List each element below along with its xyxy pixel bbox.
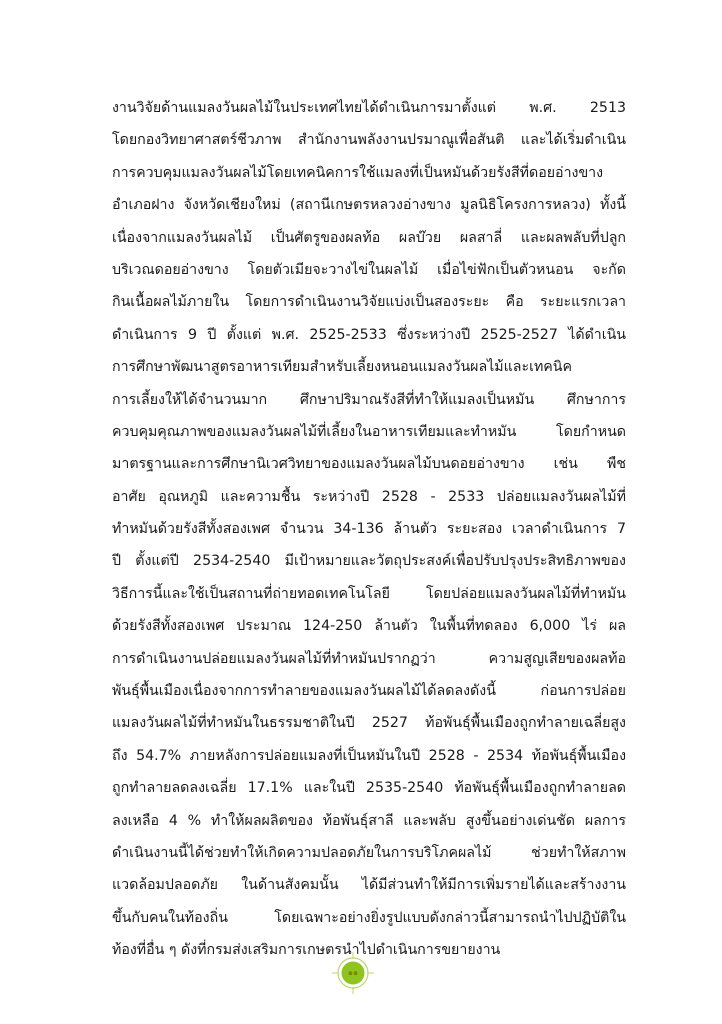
- paragraph-line: พันธุ์พื้นเมืองเนื่องจากการทำลายของแมลงวันผลไม้ได้ลดลงดังนี้ ก่อนการปล่อย: [112, 683, 626, 700]
- paragraph-line: ท้องที่อื่น ๆ ดังที่กรมส่งเสริมการเกษตรนำไปดำเนินการขยายงาน: [112, 942, 501, 959]
- paragraph-line: ปี ตั้งแต่ปี 2534-2540 มีเป้าหมายและวัตถุประสงค์เพื่อปรับปรุงประสิทธิภาพของ: [112, 553, 626, 570]
- paragraph-line: บริเวณดอยอ่างขาง โดยตัวเมียจะวางไข่ในผลไม้ เมื่อไข่ฟักเป็นตัวหนอน จะกัด: [112, 261, 626, 278]
- paragraph-line: แมลงวันผลไม้ที่ทำหมันในธรรมชาติในปี 2527 ท้อพันธุ์พื้นเมืองถูกทำลายเฉลี่ยสูง: [112, 715, 626, 732]
- paragraph-line: เนื่องจากแมลงวันผลไม้ เป็นศัตรูของผลท้อ ผลบ๊วย ผลสาลี่ และผลพลับที่ปลูก: [112, 229, 626, 246]
- paragraph-line: ดำเนินการ 9 ปี ตั้งแต่ พ.ศ. 2525-2533 ซึ่งระหว่างปี 2525-2527 ได้ดำเนิน: [112, 326, 626, 343]
- paragraph-line: ขึ้นกับคนในท้องถิ่น โดยเฉพาะอย่างยิ่งรูปแบบดังกล่าวนี้สามารถนำไปปฏิบัติใน: [112, 909, 626, 926]
- paragraph-line: งานวิจัยด้านแมลงวันผลไม้ในประเทศไทยได้ดำเนินการมาตั้งแต่ พ.ศ. 2513: [112, 100, 626, 116]
- paragraph-line: วิธีการนี้และใช้เป็นสถานที่ถ่ายทอดเทคโนโลยี โดยปล่อยแมลงวันผลไม้ที่ทำหมัน: [112, 585, 626, 602]
- paragraph-line: ถูกทำลายลดลงเฉลี่ย 17.1% และในปี 2535-2540 ท้อพันธุ์พื้นเมืองถูกทำลายลด: [112, 780, 626, 797]
- paragraph-line: อำเภอฝาง จังหวัดเชียงใหม่ (สถานีเกษตรหลวงอ่างขาง มูลนิธิโครงการหลวง) ทั้งนี้: [112, 197, 626, 214]
- paragraph-line: การศึกษาพัฒนาสูตรอาหารเทียมสำหรับเลี้ยงหนอนแมลงวันผลไม้และเทคนิค: [112, 359, 572, 376]
- paragraph-line: ควบคุมคุณภาพของแมลงวันผลไม้ที่เลี้ยงในอาหารเทียมและทำหมัน โดยกำหนด: [112, 423, 626, 440]
- paragraph-line: ด้วยรังสีทั้งสองเพศ ประมาณ 124-250 ล้านตัว ในพื้นที่ทดลอง 6,000 ไร่ ผล: [112, 618, 626, 635]
- paragraph-line: แวดล้อมปลอดภัย ในด้านสังคมนั้น ได้มีส่วนทำให้มีการเพิ่มรายได้และสร้างงาน: [112, 877, 626, 894]
- paragraph-line: การดำเนินงานปล่อยแมลงวันผลไม้ที่ทำหมันปรากฏว่า ความสูญเสียของผลท้อ: [112, 650, 626, 667]
- paragraph-line: ถึง 54.7% ภายหลังการปล่อยแมลงที่เป็นหมันในปี 2528 - 2534 ท้อพันธุ์พื้นเมือง: [112, 747, 626, 764]
- paragraph-line: มาตรฐานและการศึกษานิเวศวิทยาของแมลงวันผลไม้บนดอยอ่างขาง เช่น พืช: [112, 456, 626, 473]
- paragraph-line: การควบคุมแมลงวันผลไม้โดยเทคนิคการใช้แมลงที่เป็นหมันด้วยรังสีที่ดอยอ่างขาง: [112, 164, 604, 181]
- paragraph-line: ดำเนินงานนี้ได้ช่วยทำให้เกิดความปลอดภัยในการบริโภคผลไม้ ช่วยทำให้สภาพ: [112, 844, 626, 861]
- paragraph-line: ทำหมันด้วยรังสีทั้งสองเพศ จำนวน 34-136 ล้านตัว ระยะสอง เวลาดำเนินการ 7: [112, 521, 626, 538]
- paragraph-line: อาศัย อุณหภูมิ และความชื้น ระหว่างปี 2528 - 2533 ปล่อยแมลงวันผลไม้ที่: [112, 488, 626, 505]
- page-number-badge: [331, 951, 375, 995]
- paragraph-line: โดยกองวิทยาศาสตร์ชีวภาพ สำนักงานพลังงานปรมาณูเพื่อสันติ และได้เริ่มดำเนิน: [112, 132, 626, 149]
- body-paragraph: [112, 92, 626, 967]
- paragraph-line: กินเนื้อผลไม้ภายใน โดยการดำเนินงานวิจัยแบ่งเป็นสองระยะ คือ ระยะแรกเวลา: [112, 294, 626, 311]
- paragraph-line: ลงเหลือ 4 % ทำให้ผลผลิตของ ท้อพันธุ์สาลี และพลับ สูงขึ้นอย่างเด่นชัด ผลการ: [112, 812, 626, 829]
- page-number: ๑๑: [347, 968, 359, 977]
- paragraph-line: การเลี้ยงให้ได้จำนวนมาก ศึกษาปริมาณรังสีที่ทำให้แมลงเป็นหมัน ศึกษาการ: [112, 391, 626, 408]
